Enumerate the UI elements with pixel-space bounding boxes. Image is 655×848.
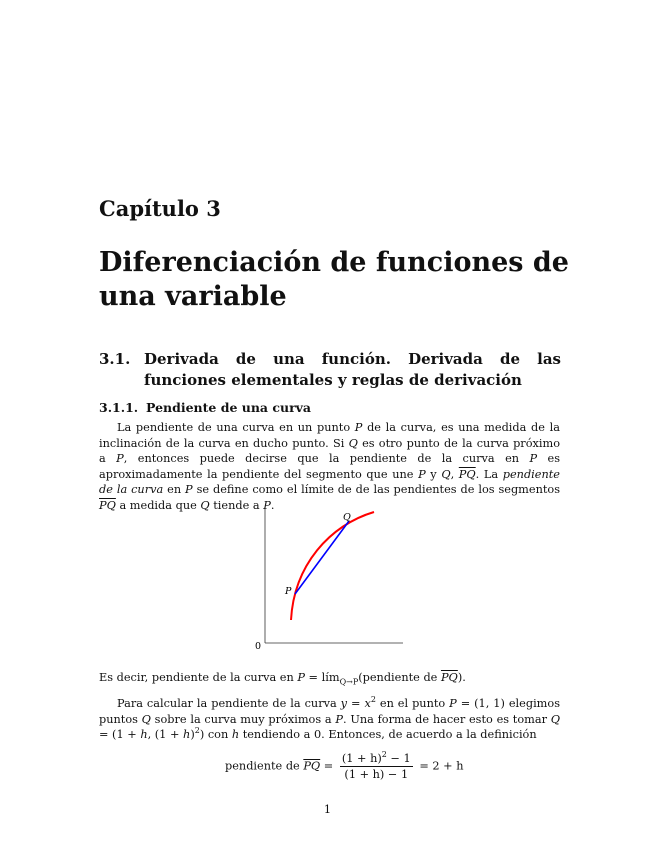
text: sobre la curva muy próximos a: [150, 712, 336, 726]
secant-figure: [250, 505, 410, 653]
text: en el punto: [375, 697, 450, 710]
math-var: h: [140, 728, 148, 742]
math-var: Q: [348, 436, 358, 450]
math-var: P: [354, 421, 363, 434]
subsection-heading: [99, 400, 311, 415]
math-var: P: [263, 498, 271, 512]
math-var: P: [297, 671, 305, 684]
text: = (1 +: [99, 728, 141, 742]
num-base: (1 + h): [341, 752, 382, 765]
text: tiende a: [209, 498, 264, 512]
text: ): [190, 728, 195, 742]
text: es otro punto de la curva próximo a: [99, 436, 561, 466]
chapter-title: Diferenciación de funciones de una variable: [99, 247, 569, 312]
text: La pendiente de una curva en un punto: [117, 421, 355, 434]
segment-pq: $\overline{PQ}$: [440, 671, 458, 684]
eq-lhs: pendiente de: [225, 759, 304, 773]
chapter-label: Capítulo 3: [99, 196, 221, 221]
math-var: h: [183, 728, 191, 742]
math-var: x: [364, 697, 371, 710]
text: de la curva, es una medida de la inclinación de la curva en ducho punto. Si: [99, 421, 560, 450]
paragraph-slope-definition: [99, 420, 560, 514]
curve: [291, 512, 374, 620]
subsection-title: Pendiente de una curva: [146, 400, 312, 415]
math-var: P: [185, 483, 193, 497]
text: , (1 +: [147, 728, 184, 742]
denominator: (1 + h) − 1: [344, 768, 409, 781]
text: . La: [475, 467, 503, 481]
fraction: [340, 752, 413, 781]
eq-sign: =: [320, 759, 337, 773]
origin-label: 0: [255, 641, 262, 652]
numerator: [340, 752, 413, 767]
superscript: 2: [370, 695, 376, 705]
math-var: P: [116, 452, 124, 466]
section-number: 3.1.: [99, 350, 131, 368]
section-heading: [99, 349, 561, 391]
text: . Una forma de hacer esto es tomar: [342, 712, 551, 726]
text: es aproximadamente la pendiente del segmento que une: [99, 452, 560, 481]
paragraph-limit: [99, 670, 560, 686]
section-title: Derivada de una función. Derivada de las funciones elementales y reglas de derivación: [144, 350, 561, 389]
secant-line: [295, 521, 349, 594]
math-var: Q: [441, 467, 451, 481]
text: a medida que: [115, 498, 201, 512]
text: =: [347, 697, 365, 710]
page-number: 1: [323, 803, 332, 816]
limit-subscript: Q→P: [339, 677, 359, 687]
eq-rhs: = 2 + h: [415, 759, 464, 773]
text: tendiendo a 0. Entonces, de acuerdo a la definición: [239, 728, 537, 742]
segment-pq: $\overline{PQ}$: [99, 498, 116, 512]
paragraph-example: [99, 696, 560, 743]
text: Es decir, pendiente de la curva en: [99, 671, 298, 684]
superscript: 2: [194, 726, 200, 736]
text: , entonces puede decirse que la pendiente de la curva en: [123, 452, 530, 466]
math-var: Q: [200, 498, 210, 512]
math-var: Q: [550, 712, 560, 726]
label-p: P: [285, 586, 292, 597]
num-tail: − 1: [386, 752, 411, 765]
text: Para calcular la pendiente de la curva: [117, 697, 341, 710]
segment-pq: $\overline{PQ}$: [303, 759, 321, 773]
math-var: P: [418, 467, 426, 481]
math-var: P: [529, 452, 538, 466]
math-var: P: [335, 712, 343, 726]
segment-pq: $\overline{PQ}$: [458, 467, 476, 481]
text: = (1, 1) elegimos puntos: [99, 697, 560, 726]
math-var: Q: [141, 712, 151, 726]
emphasis: pendiente de la curva: [99, 467, 560, 497]
math-var: h: [231, 728, 240, 742]
text: (pendiente de: [358, 671, 441, 684]
text: en: [163, 483, 186, 497]
text: se define como el límite de de las pendientes de los segmentos: [192, 483, 560, 497]
text: y: [425, 467, 442, 481]
text: ).: [457, 671, 466, 684]
equation-row: [225, 752, 464, 781]
num-sup: 2: [381, 750, 387, 760]
text: ,: [450, 467, 459, 481]
text: .: [270, 498, 275, 512]
math-var: P: [449, 697, 457, 710]
math-var: y: [340, 697, 348, 710]
text: = lím: [304, 671, 340, 684]
text: ) con: [199, 728, 232, 742]
subsection-number: 3.1.1.: [99, 400, 139, 415]
label-q: Q: [343, 512, 351, 523]
